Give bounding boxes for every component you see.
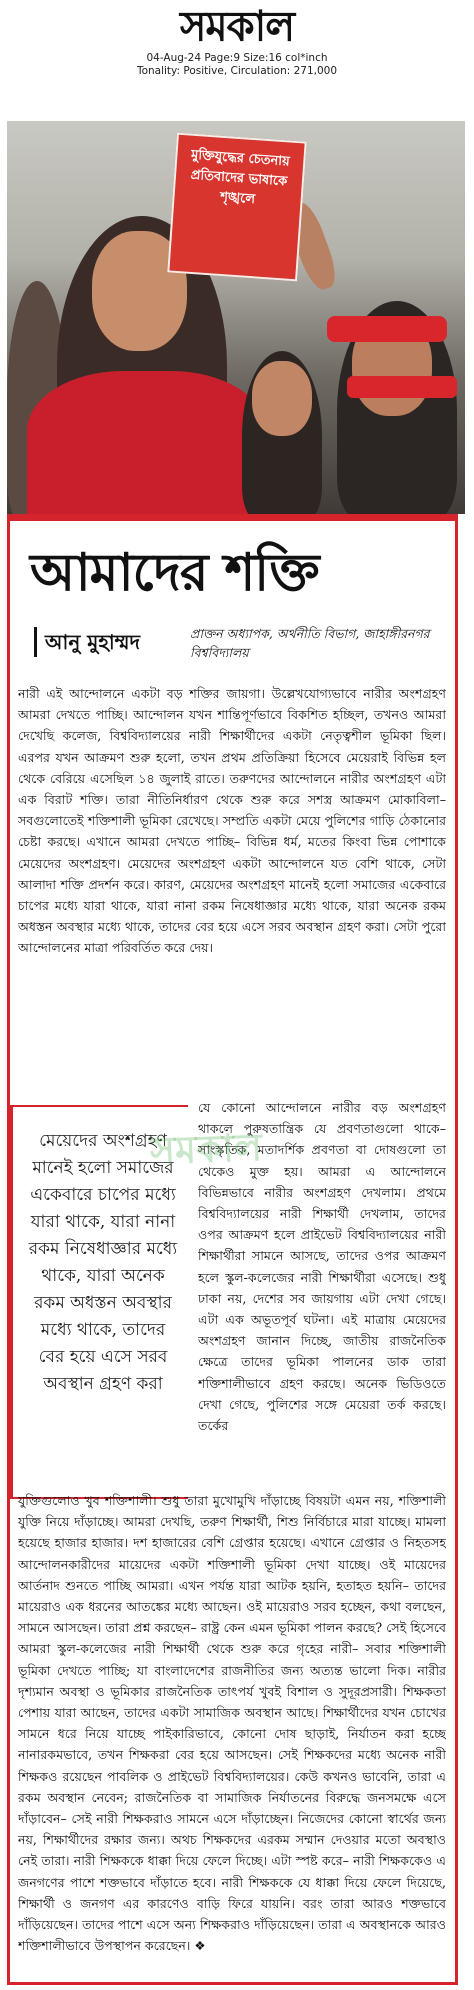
pullquote: মেয়েদের অংশগ্রহণ মানেই হলো সমাজের একেবারে চাপের মধ্যে যারা থাকে, যারা নানা রকম নিষেধাজ্ঞার মধ্যে থাকে, যারা অনেক রকম অধস্তন অবস্থার মধ্যে থাকে, তাদের বের হয়ে এসে সরব অবস্থান গ্রহণ করা (28, 1131, 178, 1394)
author-name: আনু মুহাম্মদ (45, 630, 140, 654)
clipping-meta-line2: Tonality: Positive, Circulation: 271,000 (136, 65, 338, 77)
red-headband (327, 316, 447, 342)
protest-placard: মুক্তিযুদ্ধের চেতনায় প্রতিবাদের ভাষাকে শৃঙ্খলে (167, 133, 306, 282)
masthead (0, 0, 474, 120)
article-headline: আমাদের শক্তি (30, 542, 319, 603)
body-paragraph-top: নারী এই আন্দোলনে একটা বড় শক্তির জায়গা। উল্লেখযোগ্যভাবে নারীর অংশগ্রহণ আমরা দেখতে পাচ্ছি। আন্দোলন যখন শান্তিপূর্ণভাবে বিকশিত হচ্ছিল, তখনও আমরা দেখেছি কলেজ, বিশ্ববিদ্যালয়ের নারী শিক্ষার্থীদের একটা নেতৃত্বশীল ভূমিকা ছিল। এরপর যখন আক্রমণ শুরু হলো, তখন প্রথম প্রতিক্রিয়া হিসেবে মেয়েরাই বিভিন্ন হল থেকে বেরিয়ে এসেছিল ১৪ জুলাই রাতে। তরুণদের আন্দোলনে নারীর অংশগ্রহণ এটা এক বিরাট শক্তি। তারা নীতিনির্ধারণ থেকে শুরু করে সশস্ত্র আক্রমণ মোকাবিলা– সবগুলোতেই শক্তিশালী ভূমিকা রেখেছে। সম্প্রতি একটা মেয়ে পুলিশের গাড়ি ঠেকানোর চেষ্টা করছে। এখানে আমরা দেখতে পাচ্ছি– বিভিন্ন ধর্ম, মতের কিংবা ভিন্ন পোশাকে মেয়েদের অংশগ্রহণ। মেয়েদের অংশগ্রহণ একটা আন্দোলনে যত বেশি থাকে, সেটা আলাদা শক্তি প্রদর্শন করে। কারণ, মেয়েদের অংশগ্রহণ মানেই হলো সমাজের একেবারে চাপের মধ্যে যারা থাকে, যারা নানা রকম নিষেধাজ্ঞার মধ্যে থাকে, যারা অনেক রকম অধস্তন অবস্থার মধ্যে থাকে, তাদের বের হয়ে এসে সরব অবস্থান গ্রহণ করা। সেটা পুরো আন্দোলনের মাত্রা পরিবর্তিত করে দেয়। (18, 686, 446, 956)
protest-photo (7, 121, 465, 514)
byline-bar (34, 627, 37, 657)
red-mouth-band (347, 376, 457, 398)
article-body-top (18, 683, 446, 1101)
red-sari (27, 371, 267, 514)
protester-face-middle (252, 361, 312, 436)
newspaper-logo: সমকাল (179, 1, 295, 52)
body-paragraph-right: যে কোনো আন্দোলনে নারীর বড় অংশগ্রহণ থাকলে পুরুষতান্ত্রিক যে প্রবণতাগুলো থাকে– সাংস্কৃতিক, মতাদর্শিক প্রবণতা বা দোষগুলো তা থেকেও মুক্ত হয়। আমরা এ আন্দোলনে বিভিন্নভাবে নারীর অংশগ্রহণ দেখলাম। প্রথমে বিশ্ববিদ্যালয়ের নারী শিক্ষার্থী দেখলাম, তাদের ওপর আক্রমণ হলে প্রাইভেট বিশ্ববিদ্যালয়ের নারী শিক্ষার্থীরা সামনে আসছে, তাদের ওপর আক্রমণ হলে স্কুল-কলেজের নারী শিক্ষার্থীরা এসেছে। শুধু ঢাকা নয়, দেশের সব জায়গায় এটা দেখা গেছে। এটা এক অভূতপূর্ব ঘটনা। এই মাত্রায় মেয়েদের অংশগ্রহণ জানান দিচ্ছে, জাতীয় রাজনৈতিক ক্ষেত্রে তাদের ভূমিকা পালনের ডাক তারা শক্তিশালীভাবে গ্রহণ করছে। অনেক ভিডিওতে দেখা গেছে, পুলিশের সঙ্গে মেয়েরা তর্ক করছে। তর্কের (198, 1100, 446, 1434)
article-body-bottom (18, 1490, 446, 1980)
clipping-meta-line1: 04-Aug-24 Page:9 Size:16 col*inch (146, 52, 328, 64)
body-paragraph-bottom: যুক্তিগুলোও খুব শক্তিশালী। শুধু তারা মুখোমুখি দাঁড়াচ্ছে বিষয়টা এমন নয়, শক্তিশালী যুক্তি নিয়ে দাঁড়াচ্ছে। আমরা দেখছি, তরুণ শিক্ষার্থী, শিশু নির্বিচারে মারা যাচ্ছে। মামলা হয়েছে হাজার হাজার। দশ হাজারের বেশি গ্রেপ্তার হয়েছে। এখানে গ্রেপ্তার ও নিহতসহ আন্দোলনকারীদের মায়েদের একটা শক্তিশালী ভূমিকা দেখা যাচ্ছে। ওই মায়েদের আর্তনাদ শুনতে পাচ্ছি আমরা। এখন পর্যন্ত যারা আটক হয়নি, হতাহত হয়নি– তাদের মায়েরাও এক ধরনের আতঙ্কের মধ্যে আছেন। ওই মায়েরাও সরব হচ্ছেন, কথা বলছেন, সামনে আসছেন। তারা প্রশ্ন করছেন– রাষ্ট্র কেন এমন ভূমিকা পালন করছে? সেই হিসেবে আমরা স্কুল-কলেজের নারী শিক্ষার্থী থেকে শুরু করে গৃহের নারী– সবার শক্তিশালী ভূমিকা দেখতে পাচ্ছি; যা বাংলাদেশের রাজনীতির জন্য অত্যন্ত ভালো দিক। নারীর দৃশ্যমান অবস্থা ও ভূমিকার রাজনৈতিক তাৎপর্য খুবই বিশাল ও সুদূরপ্রসারী। শিক্ষকতা পেশায় যারা আছেন, তাদের একটা সামাজিক অবস্থান আছে। শিক্ষার্থীদের যখন চোখের সামনে ধরে নিয়ে যাচ্ছে পাইকারিভাবে, কোনো দোষ ছাড়াই, নির্যাতন করা হচ্ছে নানারকমভাবে, তখন শিক্ষকরা বের হয়ে আসছেন। সেই শিক্ষকদের মধ্যে অনেক নারী শিক্ষকও রয়েছেন পাবলিক ও প্রাইভেট বিশ্ববিদ্যালয়ের। কেউ কখনও ভাবেনি, তারা এ রকম অবস্থান নেবেন; রাজনৈতিক বা সামাজিক নির্যাতনের বিরুদ্ধে জনসমক্ষে এসে দাঁড়াবেন– সেই নারী শিক্ষকরাও সামনে এসে দাঁড়াচ্ছেন। নিজেদের কোনো স্বার্থের জন্য নয়, শিক্ষার্থীদের রক্ষার জন্য। অথচ শিক্ষকদের এরকম সম্মান দেওয়ার মতো অবস্থাও নেই তারা। নারী শিক্ষককে ধাক্কা দিয়ে ফেলে দিচ্ছে। এটা স্পষ্ট করে– নারী শিক্ষককেও এ জনগণের পাশে শক্তভাবে দাঁড়াতে হবে। নারী শিক্ষককে যে ধাক্কা দিয়ে ফেলে দিয়েছে, শিক্ষার্থী ও জনগণ এর কারণেও বাড়ি ফিরে যায়নি। বরং তারা আরও শক্তভাবে দাঁড়িয়েছেন। তাদের পাশে এসে অন্য শিক্ষকরাও দাঁড়িয়েছেন। তারা এ অবস্থানকে আরও শক্তিশালীভাবে উপস্থাপন করেছেন। ❖ (18, 1493, 446, 1954)
article-body-right (198, 1097, 446, 1493)
article-top-rule (7, 514, 458, 521)
watermark-logo: সমকাল (149, 1124, 263, 1173)
author-description: প্রাক্তন অধ্যাপক, অর্থনীতি বিভাগ, জাহাঙ্গীরনগর বিশ্ববিদ্যালয় (190, 626, 430, 660)
